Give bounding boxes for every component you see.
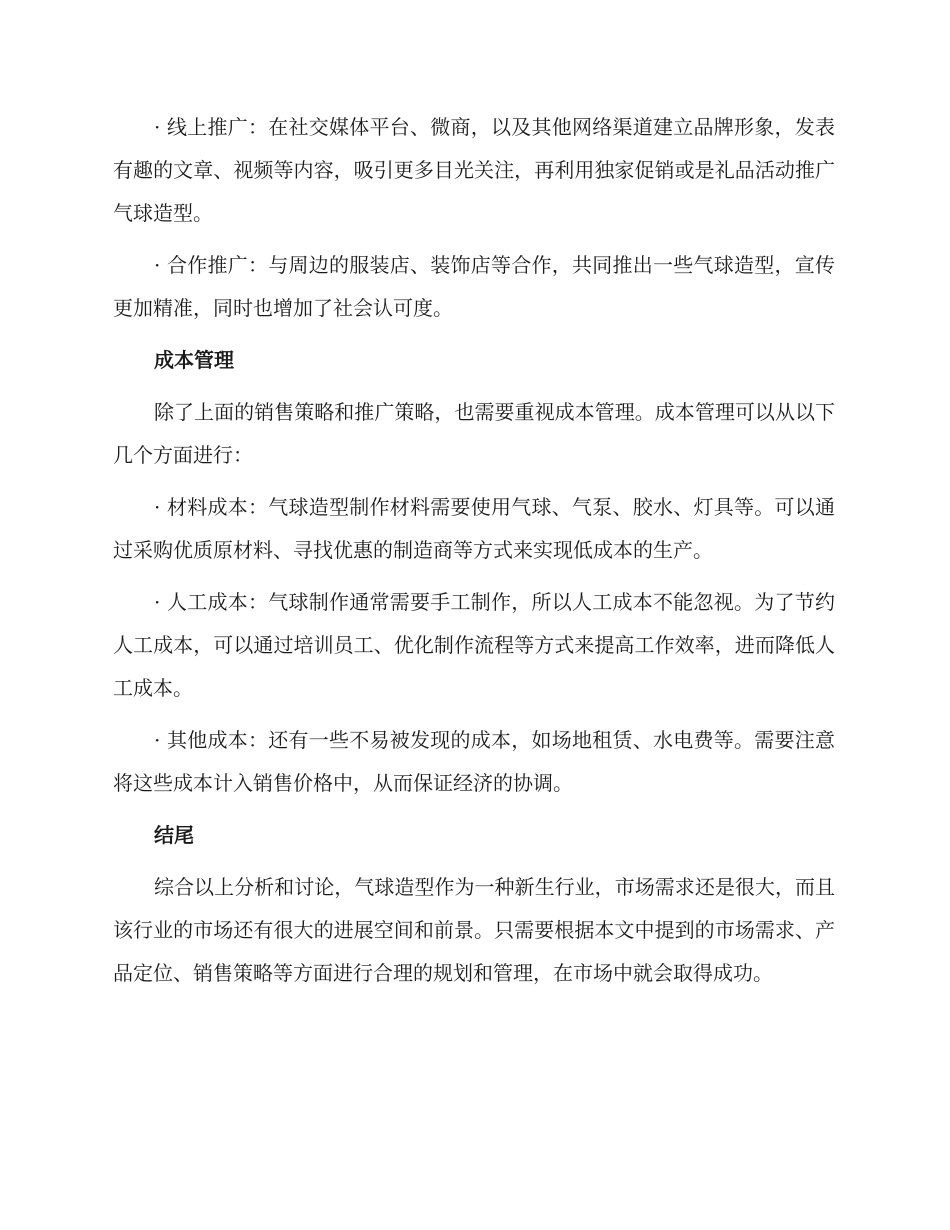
- conclusion-paragraph: 综合以上分析和讨论，气球造型作为一种新生行业，市场需求还是很大，而且该行业的市场还有很大的进展空间和前景。只需要根据本文中提到的市场需求、产品定位、销售策略等方面进行合理的规划和管理，在市场中就会取得成功。: [113, 875, 835, 985]
- document-body: [113, 106, 835, 1004]
- bullet-cooperation-promotion: · 合作推广：与周边的服装店、装饰店等合作，共同推出一些气球造型，宣传更加精准，同时也增加了社会认可度。: [113, 253, 835, 320]
- bullet-other-cost: · 其他成本：还有一些不易被发现的成本，如场地租赁、水电费等。需要注意将这些成本计入销售价格中，从而保证经济的协调。: [113, 728, 835, 795]
- bullet-online-promotion: · 线上推广：在社交媒体平台、微商，以及其他网络渠道建立品牌形象，发表有趣的文章、视频等内容，吸引更多目光关注，再利用独家促销或是礼品活动推广气球造型。: [113, 115, 835, 225]
- section-heading-conclusion: 结尾: [154, 823, 194, 847]
- bullet-material-cost: · 材料成本：气球造型制作材料需要使用气球、气泵、胶水、灯具等。可以通过采购优质原材料、寻找优惠的制造商等方式来实现低成本的生产。: [113, 495, 835, 562]
- section-heading-cost-management: 成本管理: [154, 348, 234, 372]
- bullet-labor-cost: · 人工成本：气球制作通常需要手工制作，所以人工成本不能忽视。为了节约人工成本，可以通过培训员工、优化制作流程等方式来提高工作效率，进而降低人工成本。: [113, 590, 835, 700]
- cost-management-intro: 除了上面的销售策略和推广策略，也需要重视成本管理。成本管理可以从以下几个方面进行：: [113, 400, 835, 467]
